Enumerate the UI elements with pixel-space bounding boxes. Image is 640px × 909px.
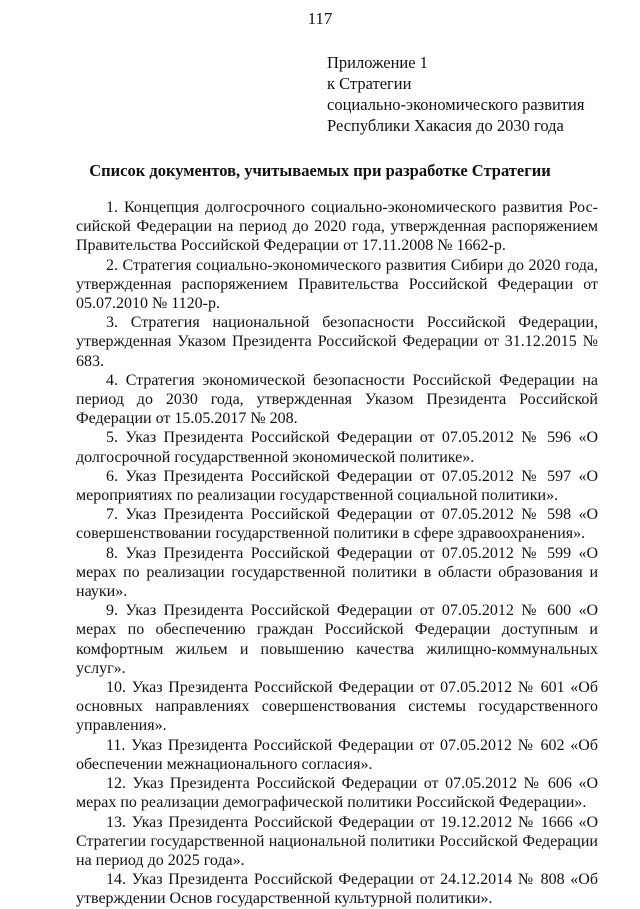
list-item: 6. Указ Президента Российской Федерации от 07.05.2012 № 597 «О мероприятиях по реализации государственной социальной политики». bbox=[76, 467, 598, 505]
list-item: 1. Концепция долгосрочного социально-экономического развития Российской Федерации на период до 2020 года, утвержденная распоряжением Правительства Российской Федерации от 17.11.2008 № 1662-р. bbox=[76, 199, 598, 255]
appendix-block bbox=[327, 52, 627, 136]
appendix-line: Республики Хакасия до 2030 года bbox=[327, 116, 564, 135]
list-item: 14. Указ Президента Российской Федерации от 24.12.2014 № 808 «Об утверждении Основ государственной культурной политики». bbox=[76, 871, 598, 908]
list-item: 5. Указ Президента Российской Федерации от 07.05.2012 № 596 «О долгосрочной государственной экономической политике». bbox=[76, 429, 598, 466]
appendix-line: Приложение 1 bbox=[327, 53, 428, 72]
list-item: 10. Указ Президента Российской Федерации от 07.05.2012 № 601 «Об основных направлениях совершенствования системы государственного управления». bbox=[76, 679, 598, 735]
list-item: 2. Стратегия социально-экономического развития Сибири до 2020 года, утвержденная распоряжением Правительства Российской Федерации от 05.07.2010 № 1120-р. bbox=[76, 256, 598, 313]
list-item: 13. Указ Президента Российской Федерации от 19.12.2012 № 1666 «О Стратегии государственной национальной политики Российской Федерации на период до 2025 года». bbox=[76, 813, 598, 869]
page-number: 117 bbox=[307, 9, 333, 28]
list-item: 11. Указ Президента Российской Федерации от 07.05.2012 № 602 «Об обеспечении межнационального согласия». bbox=[76, 736, 598, 773]
appendix-line: социально-экономического развития bbox=[327, 95, 585, 114]
appendix-line: к Стратегии bbox=[327, 74, 412, 93]
document-title: Список документов, учитываемых при разработке Стратегии bbox=[89, 161, 551, 180]
list-item: 8. Указ Президента Российской Федерации от 07.05.2012 № 599 «О мерах по реализации государственной политики в области образования и науки». bbox=[76, 544, 598, 601]
list-item: 4. Стратегия экономической безопасности Российской Федерации на период до 2030 года, утвержденная Указом Президента Российской Федерации от 15.05.2017 № 208. bbox=[76, 371, 598, 428]
list-item: 9. Указ Президента Российской Федерации от 07.05.2012 № 600 «О мерах по обеспечению граждан Российской Федерации доступным и комфортным жильем и повышению качества жилищно-коммунальных услуг». bbox=[76, 602, 598, 677]
list-item: 7. Указ Президента Российской Федерации от 07.05.2012 № 598 «О совершенствовании государственной политики в сфере здравоохранения». bbox=[76, 506, 598, 543]
list-item: 3. Стратегия национальной безопасности Российской Федерации, утвержденная Указом Президента Российской Федерации от 31.12.2015 № 683. bbox=[76, 314, 598, 370]
list-item: 12. Указ Президента Российской Федерации от 07.05.2012 № 606 «О мерах по реализации демографической политики Российской Федерации». bbox=[76, 775, 598, 812]
documents-list bbox=[76, 198, 598, 909]
